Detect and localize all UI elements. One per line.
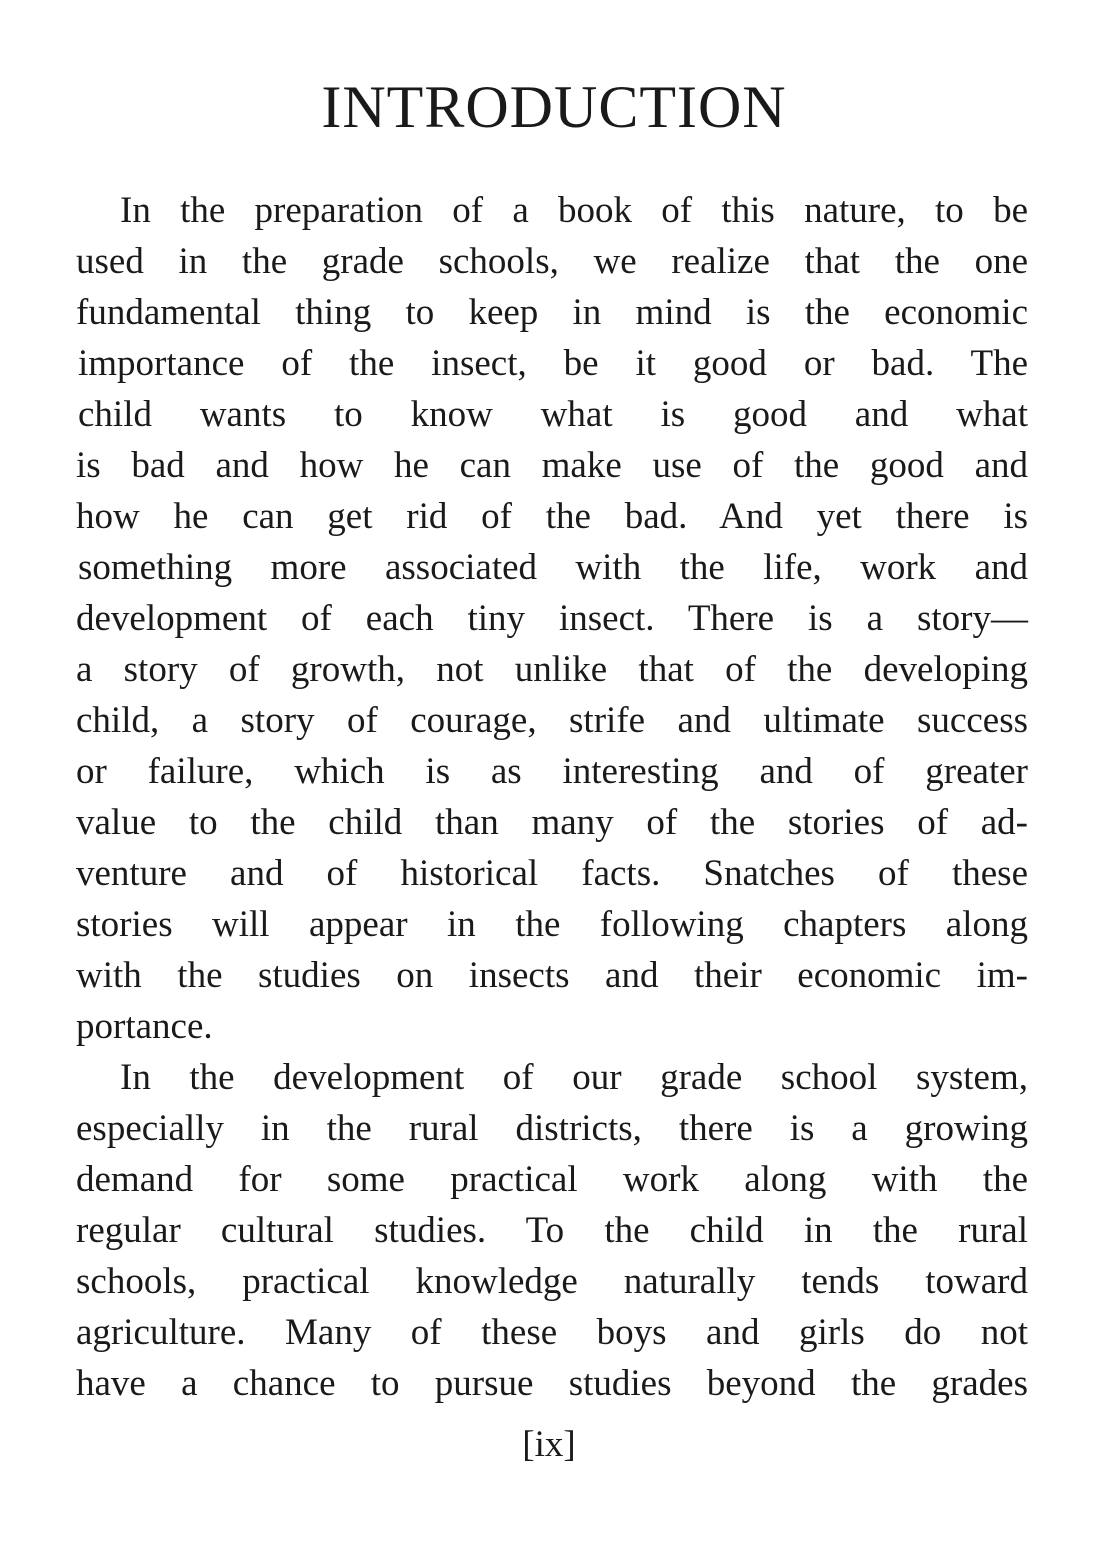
text-line: agriculture. Many of these boys and girls do not <box>76 1312 1028 1353</box>
text-line: fundamental thing to keep in mind is the economic <box>76 292 1028 333</box>
text-line: In the development of our grade school system, <box>120 1057 1028 1098</box>
text-line: is bad and how he can make use of the good and <box>76 445 1028 486</box>
text-line: In the preparation of a book of this nature, to be <box>120 190 1028 231</box>
text-line: child wants to know what is good and what <box>78 394 1028 435</box>
text-line: value to the child than many of the stories of ad- <box>76 802 1028 843</box>
text-line: or failure, which is as interesting and of greater <box>76 751 1028 792</box>
page-title: INTRODUCTION <box>321 74 787 140</box>
text-line: especially in the rural districts, there is a growing <box>76 1108 1028 1149</box>
text-line: importance of the insect, be it good or bad. The <box>78 343 1028 384</box>
text-line: used in the grade schools, we realize that the one <box>76 241 1028 282</box>
text-line: schools, practical knowledge naturally tends toward <box>76 1261 1028 1302</box>
text-line: regular cultural studies. To the child in the rural <box>76 1210 1028 1251</box>
text-line: stories will appear in the following chapters along <box>76 904 1028 945</box>
paragraph-2 <box>76 1052 1028 1409</box>
body-text <box>76 185 1028 1409</box>
paragraph-1 <box>76 185 1028 1052</box>
text-line: with the studies on insects and their economic im- <box>76 955 1028 996</box>
text-line: have a chance to pursue studies beyond the grades <box>76 1363 1028 1404</box>
text-line: venture and of historical facts. Snatches of these <box>76 853 1028 894</box>
text-line: something more associated with the life, work and <box>78 547 1028 588</box>
page-number: [ix] <box>522 1424 576 1465</box>
text-line: a story of growth, not unlike that of the developing <box>76 649 1028 690</box>
text-line: portance. <box>76 1006 213 1047</box>
text-line: how he can get rid of the bad. And yet there is <box>76 496 1028 537</box>
text-line: child, a story of courage, strife and ultimate success <box>76 700 1028 741</box>
text-line: demand for some practical work along with the <box>76 1159 1028 1200</box>
text-line: development of each tiny insect. There is a story— <box>76 598 1028 639</box>
